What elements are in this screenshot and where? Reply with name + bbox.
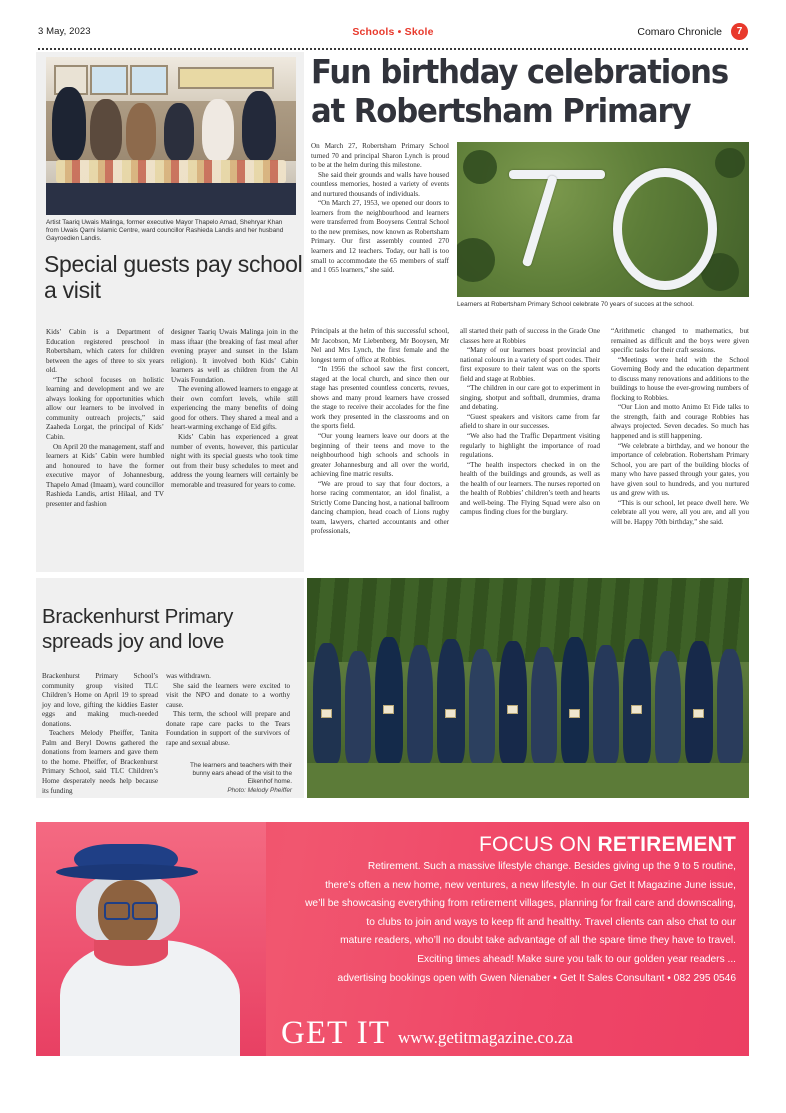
advert-body-line: there’s often a new home, new ventures, a new lifestyle. In our Get It Magazine June issue, [325, 879, 736, 891]
paragraph: “We also had the Traffic Department visiting regularly to highlight the importance of road regulations. [460, 432, 600, 460]
advert-title-bold: RETIREMENT [597, 833, 736, 856]
paragraph: Teachers Melody Pheiffer, Tanita Palm and Beryl Downs gathered the donations from learners and gave them to the home. Pheiffer, of Brackenhurst Primary School, said TLC Children’s Home desperately needs help because its funding [42, 729, 158, 795]
kids-cabin-photo-caption: Artist Taariq Uwais Malinga, former executive Mayor Thapelo Amad, Shehryar Khan from Uwais Qarni Islamic Centre, ward councillor Rashieda Landis and her husband Gayroedien Landis. [46, 219, 284, 243]
kids-cabin-column-2 [171, 328, 298, 568]
advert-website-url[interactable]: www.getitmagazine.co.za [397, 1028, 573, 1047]
robertsham-photo-caption: Learners at Robertsham Primary School celebrate 70 years of succes at the school. [457, 301, 694, 308]
brackenhurst-photo-credit: Photo: Melody Pheiffer [227, 786, 292, 794]
advert-body-line: advertising bookings open with Gwen Nienaber • Get It Sales Consultant • 082 295 0546 [337, 972, 736, 984]
brackenhurst-group-photo [307, 578, 749, 798]
paragraph: “The school focuses on holistic learning and development and we are always looking for opportunities which allow our learners to be involved in community outreach projects,” said Zaaheda Lorgat, the principal of Kids’ Cabin. [46, 375, 164, 442]
kids-cabin-headline: Special guests pay school a visit [44, 251, 303, 303]
paragraph: “Meetings were held with the School Governing Body and the education department to discuss many renovations and additions to the buildings to house the ever-growing numbers of flocking to Robbies. [611, 355, 749, 402]
robertsham-lead-column [311, 142, 449, 320]
paragraph: The evening allowed learners to engage at their own comfort levels, while still experiencing the many benefits of doing good for others. They shared a meal and a heart-warming exchange of Eid gifts. [171, 385, 298, 432]
paragraph: “We are proud to say that four doctors, a horse racing commentator, an idol finalist, a Strictly Come Dancing host, a national ballroom dancing champion, head coach of Lions rugby team, lawyers, charted accountants and other professionals, [311, 479, 449, 536]
advert-body-line: mature readers, who’ll no doubt take advantage of all the spare time they have to travel. [340, 935, 736, 947]
paragraph: “This is our school, let peace dwell here. We celebrate all you were, all you are, and all you will be. Happy 70th birthday,” she said. [611, 498, 749, 526]
advert-copy [281, 832, 736, 988]
paragraph: was withdrawn. [166, 672, 211, 680]
paragraph: Principals at the helm of this successful school, Mr Jacobson, Mr Liebenberg, Mr Booysen, Mr Nel and Mrs Lynch, the first female and the longest term of office at Robbies. [311, 327, 449, 364]
paragraph: Brackenhurst Primary School’s community group visited TLC Children’s Home on April 19 to spread joy and love, gifting the kiddies Easter eggs and making much-needed donations. [42, 672, 158, 728]
robertsham-column-1 [311, 327, 449, 573]
paragraph: This term, the school will prepare and donate rape care packs to the Tears Foundation in support of the survivors of rape and sexual abuse. [166, 710, 290, 747]
get-it-retirement-advert[interactable] [36, 822, 749, 1056]
paragraph: “In 1956 the school saw the first concert, staged at the local church, and since then our stage has presented countless concerts, revues, shows and many proud learners have crossed the stage to receive their accolades for the fine work they presented in the classrooms and on the sports field. [311, 365, 449, 431]
paragraph: On March 27, Robertsham Primary School turned 70 and principal Sharon Lynch is proud to be at the helm during this milestone. [311, 142, 449, 170]
page-number-badge: 7 [731, 23, 748, 40]
paragraph: “We celebrate a birthday, and we honour the importance of celebration. Robertsham Primary School, you are part of the building blocks of many who have passed through your gates, you have given soul to hundreds, and you nurtured us and grew with us. [611, 441, 749, 498]
robertsham-headline: Fun birthday celebrations at Robertsham Primary [311, 52, 729, 130]
paragraph: “Our young learners leave our doors at the beginning of their teens and move to the neighbourhood high schools and schools in greater Johannesburg and all over the world, achieving fine matric results. [311, 432, 449, 479]
robertsham-column-2 [460, 327, 600, 573]
kids-cabin-photo [46, 57, 296, 215]
paragraph: “Our Lion and motto Animo Et Fide talks to the strength, faith and courage Robbies has always projected. Seven decades. So much has happened and is still happening. [611, 403, 749, 441]
robertsham-aerial-photo [457, 142, 749, 297]
brackenhurst-photo-caption-block [176, 762, 292, 795]
advert-body [281, 858, 736, 988]
paragraph: Kids’ Cabin is a Department of Education registered preschool in Robertsham, which caters for children between the ages of three to six years old. [46, 328, 164, 375]
paragraph: “Guest speakers and visitors came from far afield to share in our successes. [460, 412, 600, 431]
advert-body-line: to clubs to join and ways to keep fit and healthy. Travel clients can also chat to our [366, 916, 736, 928]
paragraph: “The health inspectors checked in on the health of the buildings and grounds, as well as the health of our learners. The nurses reported on the health of Robbies’ children’s teeth and hearts and well-being. The Flying Squad were also on campus finding clues for the burglary. [460, 460, 600, 517]
paragraph: She said their grounds and walls have housed countless memories, hosted a variety of events and nurtured thousands of individuals. [311, 170, 449, 198]
paragraph: designer Taariq Uwais Malinga join in the mass iftaar (the breaking of fast meal after evening prayer and sunset in the Islam religion). It involved both Kids’ Cabin learners as well as children from the Al Uwais Foundation. [171, 328, 298, 384]
advert-title-light: FOCUS ON [479, 833, 598, 856]
paragraph: “Many of our learners boast provincial and national colours in a variety of sport codes. Their first exposure to their talent was on the sports field and stage at Robbies. [460, 346, 600, 383]
advert-title [281, 832, 736, 858]
robertsham-column-3 [611, 327, 749, 573]
masthead-divider [38, 48, 748, 50]
publication-name: Comaro Chronicle [637, 26, 722, 38]
advert-body-line: Exciting times ahead! Make sure you talk to our golden year readers ... [417, 953, 736, 965]
paragraph: “Arithmetic changed to mathematics, but remained as difficult and the boys were given specific tasks for their craft sessions. [611, 327, 749, 355]
brackenhurst-headline: Brackenhurst Primary spreads joy and love [42, 605, 234, 653]
paragraph: She said the learners were excited to visit the NPO and donate to a worthy cause. [166, 681, 290, 709]
paragraph: On April 20 the management, staff and learners at Kids’ Cabin were humbled and honoured to have the former executive mayor of Johannesburg, Thapelo Amad (Imaam), ward councillor Rashieda Landis, artist Hilaal, and TV presenter and fashion [46, 442, 164, 508]
issue-date: 3 May, 2023 [38, 26, 91, 37]
advert-model-photo [36, 822, 266, 1056]
paragraph: “The children in our care got to experiment in singing, shotput and softball, drummies, drama and debating. [460, 384, 600, 412]
get-it-logo: GET IT [281, 1015, 390, 1051]
advert-footer [281, 1015, 741, 1052]
advert-body-line: Retirement. Such a massive lifestyle change. Besides giving up the 9 to 5 routine, [367, 861, 736, 872]
brackenhurst-photo-caption: The learners and teachers with their bunny ears ahead of the visit to the Eikenhof home. [190, 762, 292, 786]
kids-cabin-column-1 [46, 328, 164, 568]
paragraph: “On March 27, 1953, we opened our doors to learners from the neighbourhood and learners were transferred from Booysens Central School to the new premises, now known as Robertsham Primary. Our first assembly counted 270 learners and 12 teachers. Today, our hall is too small to accommodate the 65 members of staff and 1 055 learners,” she said. [311, 199, 449, 275]
brackenhurst-column-1 [42, 672, 158, 795]
masthead [38, 26, 748, 46]
paragraph: Kids’ Cabin has experienced a great number of events, however, this particular night with its special guests who took time out from their busy schedules to meet and address the young learners will certainly be memorable and treasured for years to come. [171, 433, 298, 489]
advert-body-line: we’ll be showcasing everything from retirement villages, planning for frail care and downscaling, [305, 898, 736, 910]
section-title: Schools • Skole [352, 26, 434, 38]
paragraph: all started their path of success in the Grade One classes here at Robbies [460, 327, 600, 345]
